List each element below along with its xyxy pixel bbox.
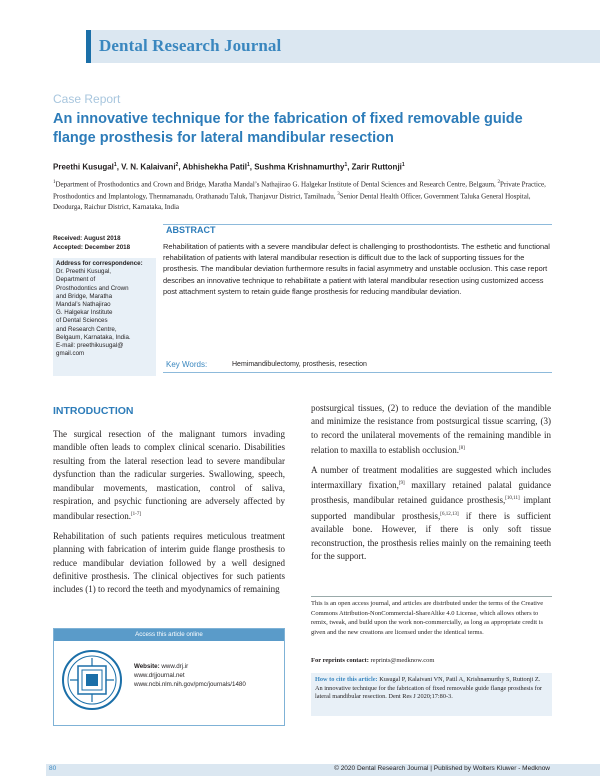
correspondence-line: G. Halgekar Institute	[56, 309, 113, 317]
citation-ref[interactable]: [6,12,13]	[440, 511, 459, 517]
affiliation-3: Senior Dental Health Officer, Government Taluka General Hospital, Deodurga, Raichur District, Karnataka, India	[53, 192, 531, 211]
article-dates	[53, 235, 130, 252]
citation-ref[interactable]: [8]	[458, 446, 465, 452]
paragraph-text: maxillary retained palatal guidance prosthesis, mandibular retained guidance prosthesis,	[311, 480, 551, 506]
correspondence-line: Belgaum, Karnataka, India.	[56, 333, 131, 341]
author-affil-sup: 1	[401, 162, 405, 168]
author-name: Preethi Kusugal	[53, 162, 114, 172]
website-link-2[interactable]: www.drjjournal.net	[134, 672, 185, 679]
website-link-3[interactable]: www.ncbi.nlm.nih.gov/pmc/journals/1480	[134, 681, 246, 688]
accepted-date: Accepted: December 2018	[53, 243, 131, 251]
author-name: Zarir Ruttonji	[351, 162, 402, 172]
affiliations	[53, 178, 553, 212]
article-title: An innovative technique for the fabrication of fixed removable guide flange prosthesis for lateral mandibular resection	[53, 111, 523, 146]
author-affil-sup: 1	[344, 162, 348, 168]
citation-ref[interactable]: [9]	[398, 481, 405, 487]
author-affil-sup: 1	[246, 162, 250, 168]
page-number: 80	[49, 765, 57, 772]
abstract-heading: ABSTRACT	[166, 225, 216, 235]
author-list: Preethi Kusugal$^1$, V. N. Kalaivani$^2$, Abhishekha Patil$^1$, Sushma Krishnamurthy$^1$, Zarir Ruttonji$^1$	[53, 162, 405, 172]
citation-ref[interactable]: [1-7]	[130, 512, 141, 518]
paragraph-text: postsurgical tissues, (2) to reduce the deviation of the mandible and minimize the resistance from postsurgical tissue scarring, (3) to record the unilateral movements of the remaining mandible in relation to maxilla to establish occlusion.	[311, 403, 551, 456]
keywords-label: Key Words:	[166, 360, 208, 369]
abstract-rule	[163, 224, 552, 238]
correspondence-label: Address for correspondence:	[56, 260, 143, 267]
footer-copyright: © 2020 Dental Research Journal | Published by Wolters Kluwer - Medknow	[334, 765, 550, 772]
author-affil-sup: 2	[175, 162, 179, 168]
reprints-email[interactable]: reprints@medknow.com	[370, 657, 435, 664]
citation-ref[interactable]: [10,11]	[505, 496, 520, 502]
intro-paragraph-4	[311, 464, 551, 564]
right-column	[311, 402, 551, 569]
cite-box	[311, 673, 552, 716]
author-affil-sup: 1	[113, 162, 117, 168]
correspondence-line: and Bridge, Maratha	[56, 292, 113, 300]
keywords-text: Hemimandibulectomy, prosthesis, resection	[232, 361, 367, 368]
intro-paragraph-2: Rehabilitation of such patients requires meticulous treatment planning with fabrication of interim guide flange prosthesis to reduce mandibular deviation followed by a well designed definitive prosthesis. The clinical objectives for such patients includes (1) to record the teeth and myodynamics of remaining	[53, 530, 285, 595]
author-name: Abhishekha Patil	[182, 162, 247, 172]
journal-header-accent	[86, 30, 91, 63]
author-name: V. N. Kalaivani	[121, 162, 176, 172]
author-name: Sushma Krishnamurthy	[254, 162, 345, 172]
article-type: Case Report	[53, 92, 121, 106]
website-label: Website:	[134, 663, 160, 670]
correspondence-box	[53, 258, 156, 376]
introduction-heading: INTRODUCTION	[53, 405, 134, 417]
website-link[interactable]: www.drj.ir	[161, 663, 189, 670]
correspondence-line: Department of	[56, 276, 96, 284]
affil-sup: 1	[53, 180, 56, 185]
journal-title: Dental Research Journal	[99, 36, 282, 55]
paragraph-text: implant supported mandibular prosthesis,	[311, 495, 551, 521]
left-column	[53, 428, 285, 603]
intro-paragraph-1	[53, 428, 285, 524]
paragraph-text: if there is sufficient available bone. However, if there is only soft tissue reconstruction, the prosthesis relies mainly on the remaining teeth for the support.	[311, 510, 552, 562]
intro-paragraph-3	[311, 402, 551, 458]
access-info	[134, 662, 246, 689]
paragraph-text: The surgical resection of the malignant tumors invading mandible often leads to complex clinical scenario. Disabilities resulting from the lateral resection lead to severe mandibular dysfunction than the radicular surgeries. Swallowing, speech, mandibular movements, mastication, control of saliva, respiration, and psychic functioning are adversely affected by mandibular resection.	[53, 429, 285, 522]
affiliation-1: Department of Prosthodontics and Crown and Bridge, Maratha Mandal’s Nathajirao G. Halgekar Institute of Dental Sciences and Research Centre, Belgaum,	[55, 180, 498, 189]
cite-label: How to cite this article:	[315, 676, 378, 683]
affil-sup: 3	[337, 191, 340, 197]
correspondence-line: Mandal’s Nathajirao	[56, 301, 111, 309]
correspondence-email-domain[interactable]: gmail.com	[56, 350, 85, 358]
correspondence-line: Prosthodontics and Crown	[56, 284, 129, 292]
correspondence-line: Dr. Preethi Kusugal,	[56, 268, 112, 276]
access-heading: Access this article online	[54, 629, 284, 641]
access-online-box	[53, 628, 285, 726]
reprints-line	[311, 657, 434, 664]
affiliation-2: Private Practice, Prosthodontics and Implantology, Thennamanadu, Orathanadu Taluk, Thanjavur District, Tamilnadu,	[53, 180, 546, 201]
correspondence-line: and Research Centre,	[56, 325, 117, 333]
reprints-label: For reprints contact:	[311, 657, 369, 664]
paragraph-text: A number of treatment modalities are suggested which includes intermaxillary fixation,	[311, 464, 551, 491]
abstract-text: Rehabilitation of patients with a severe mandibular defect is challenging to prosthodontists. The esthetic and functional rehabilitation of patients with lateral mandibular resection is difficult due to the lack of supporting tissues for the prosthesis. The mandibular deviation furthermore results in facial asymmetry and unstable occlusion. This case report describes an innovative technique to rehabilitate a patient with lateral mandibular resection using customized access post attachment system to retain guide flange prosthesis for reducing mandibular deviation.	[163, 242, 550, 296]
received-date: Received: August 2018	[53, 235, 121, 242]
correspondence-email[interactable]: E-mail: preethikusugal@	[56, 342, 124, 350]
correspondence-line: of Dental Sciences	[56, 317, 108, 325]
cite-text: Kusugal P, Kalaivani VN, Patil A, Krishnamurthy S, Ruttonji Z. An innovative technique for the fabrication of fixed removable guide flange prosthesis for lateral mandibular resection. Dent Res J 2020;17:80-3.	[315, 676, 542, 701]
license-notice: This is an open access journal, and articles are distributed under the terms of the Creative Commons Attribution-NonCommercial-ShareAlike 4.0 License, which allows others to remix, tweak, and build upon the work non-commercially, as long as appropriate credit is given and the new creations are licensed under the identical terms.	[311, 596, 552, 637]
affil-sup: 2	[497, 180, 501, 185]
journal-logo-icon	[61, 649, 123, 711]
